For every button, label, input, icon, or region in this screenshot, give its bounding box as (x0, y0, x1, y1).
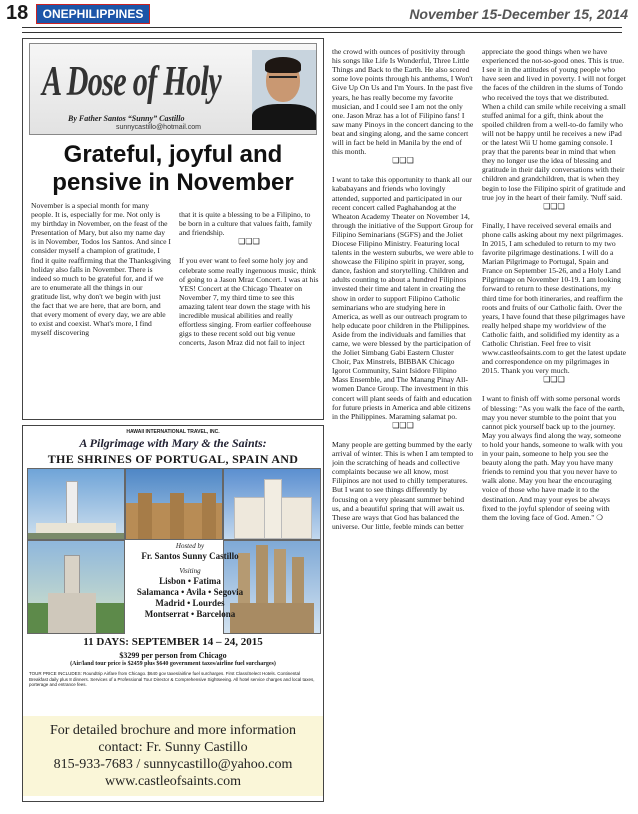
hosted-by-label: Hosted by (175, 542, 205, 550)
article-col-1: November is a special month for many people. It is, especially for me. Not only is my birthday in November, on the feast of the Presentation of Mary, but also my name day is in November, Todos los Santos. And since I consider myself a champion of gratitude, I find it quite reaffirming that the Thanksgiving holiday also falls in November. There is indeed so much to be grateful for, and if we are to enumerate all the things in our gratitude list, why don't we begin with just the fact that we are here, that are born, and that every moment of every day, we are able to exist and coexist. What's more, I find myself discovering (31, 201, 171, 338)
paragraph: I want to take this opportunity to thank all our kababayans and friends who lovingly attended, supported and participated in our recent concert called Paghahandog at the Wheaton Academy Theater on November 14, through the initiative of the Support Group for Filipino Seminarians (SGFS) and the Joliet Diocese Filipino Ministry. Featuring local talents in the western suburbs, we were able to showcase the Filipino spirit in prayer, song, dance, fashion and storytelling. Children and adults counting to about a hundred Filipinos invested their time and talent in creating the show in order to support Filipino Catholic seminarians who are studying here in America, as well as our outreach program to help educate poor children in the Philippines. Aside from the individuals and families that came, we were blessed by the participation of the Joliet Simbang Gabi Eastern Cluster Choir, Pax Minstrels, BIBBAK Chicago Igorot Community, Saint Isidore Filipino Mass Ensemble, and The Manang Pinay All-women Dance Group. The investment in this concert will plant seeds of faith and education for future priests in America and able citizens in the Philippines. Maraming salamat po. (332, 175, 474, 421)
price-note: (Air/land tour price is $2459 plus $640 government taxes/airline fuel surcharges) (70, 661, 276, 667)
page-header (0, 0, 638, 28)
section-separator: ❑❑❑ (238, 237, 260, 247)
fine-print: TOUR PRICE INCLUDES: Roundtrip Airfare from Chicago. $640 gov taxes/airline fuel surcharges. First Class/Select Hotels. Continental Breakfast daily plus 8 dinners. Services of a Professional Tour Director & Comprehensive Sightseeing. All hotel service charges and local taxes, porterage and entrance fees. (29, 671, 315, 687)
section-separator: ❑❑❑ (543, 375, 565, 385)
section-separator: ❑❑❑ (392, 420, 414, 430)
paragraph: Finally, I have received several emails and phone calls asking about my next pilgrimages. In 2015, I am scheduled to return to my two favorite pilgrimage destinations. I will do a Marian Pilgrimage to Portugal, Spain and France on September 15-26, and a Holy Land Pilgrimage on November 10-19. I am looking forward to return to these destinations, my third time for both itineraries, and reaffirm the roots and fruits of our Catholic faith. Over the years, I have found that these pilgrimages have really helped shape my worldview of the Catholic faith, and solidified my identity as a Catholic Christian. Feel free to visit www.castleofsaints.com to get the latest update and correspondence on my pilgrimages in 2015. Thank you very much. (482, 220, 626, 376)
publication-logo: ONEPHILIPPINES (36, 4, 150, 24)
contact-line-3: 815-933-7683 / sunnycastillo@yahoo.com (53, 757, 293, 772)
paragraph: Many people are getting bummed by the early arrival of winter. This is when I am tempted to join the scratching of heads and collective complaints because we all know, most Filipinos are not used to chilly temperatures. But I want to see things differently by focusing on a very pleasant summer behind us, and a beautiful spring that will await us. These are ways that God has balanced the universe. Our little, feeble minds can better (332, 439, 474, 531)
ad-host-block (125, 542, 255, 620)
contact-line-1: For detailed brochure and more information (49, 723, 297, 738)
pilgrimage-ad (22, 425, 324, 802)
contact-line-4: www.castleofsaints.com (105, 774, 241, 789)
paragraph: I want to finish off with some personal words of blessing: "As you walk the face of the earth, may you never stumble to the point that you cannot pick yourself back up to the journey. May you always find along the way, someone to hold your hands, someone to walk with you in your pain, someone to help you see the beauty along the path. May you have many friends to remind you that you never have to walk alone. May you hear the encouraging voice of those who have made it to the destination. And may your eyes be always fixed to the joyful splendor of seeing with them the loving face of God. Amen." ❍ (482, 394, 625, 522)
page-number: 18 (6, 2, 29, 24)
paragraph: the crowd with ounces of positivity through his songs like Life Is Wonderful, Three Little Things and Back to the Earth. He also scored some love points through his anthems, I Won't Give Up On Us and I'm Yours. In the past five years, he has really become my favorite musician, and I could see I am not the only one. Jason Mraz has a lot of Filipino fans! I saw many Pinoys in the concert dancing to the beat and singing along, and the same concert will in fact be held in Manila by the end of this month. (332, 47, 474, 157)
article-col-2 (179, 201, 319, 417)
contact-line-2: contact: Fr. Sunny Castillo (98, 740, 248, 755)
host-name: Fr. Santos Sunny Castillo (141, 551, 239, 561)
ad-subtitle: THE SHRINES OF PORTUGAL, SPAIN AND (47, 452, 299, 466)
ad-title: A Pilgrimage with Mary & the Saints: (79, 436, 267, 450)
byline: By Father Santos “Sunny” Castillo (68, 114, 185, 123)
madrid-photo (223, 468, 321, 540)
ad-company: HAWAII INTERNATIONAL TRAVEL, INC. (126, 429, 220, 435)
header-divider (22, 27, 622, 33)
issue-date: November 15-December 15, 2014 (409, 6, 628, 22)
author-photo (252, 50, 316, 130)
column-banner (29, 43, 317, 135)
column-title: A Dose of Holy (42, 59, 221, 105)
visiting-label: Visiting (179, 567, 201, 575)
avila-photo (125, 468, 223, 540)
ad-contact (23, 716, 323, 796)
destinations: Lisbon • Fatima Salamanca • Avila • Segovia Madrid • Lourdes Montserrat • Barcelona (136, 576, 244, 619)
author-email: sunnycastillo@hotmail.com (116, 124, 201, 131)
section-separator: ❑❑❑ (543, 201, 565, 211)
paragraph: appreciate the good things when we have experienced the not-so-good ones. This is true. I see it in the attitudes of young people who have seen and lived in poverty. I will not forget the faces of the children in the slums of Tondo who received the toys that we distributed. When a child can smile while receiving a small stuffed animal for a gift, think about the spoiled children from a well-to-do family who will not be happy until he receives a new iPad or the latest Wii U home gaming console. I pray that the parents bear in mind that when they no longer use the idea of blessing and gratitude in their daily conversations with their children and grandchildren, that is when they begin to lose the Filipino spirit of gratitude and true joy in the heart of their family. 'Nuff said. (482, 47, 626, 202)
paragraph: If you ever want to feel some holy joy and celebrate some really ingenuous music, think of going to a Jason Mraz Concert. I was at his YES! Concert at the Chicago Theater on November 7, my third time to see this amazing talent tear down the stage with his incredible musical abilities and really effortless singing. From earlier coffeehouse gigs to these recent sold out big venue concerts, Jason Mraz did not fail to inject (179, 256, 319, 348)
fatima-photo (27, 468, 125, 540)
column-article (22, 38, 324, 420)
trip-price: $3299 per person from Chicago (119, 651, 227, 660)
trip-dates: 11 DAYS: SEPTEMBER 14 – 24, 2015 (83, 636, 263, 648)
section-separator: ❑❑❑ (392, 156, 414, 166)
article-col-3 (332, 38, 474, 800)
lourdes-photo (27, 540, 125, 634)
article-headline: Grateful, joyful and pensive in November (52, 141, 294, 196)
paragraph: that it is quite a blessing to be a Filipino, to be born in a culture that values faith, family and friendship. (179, 210, 313, 238)
article-col-4 (482, 38, 626, 800)
